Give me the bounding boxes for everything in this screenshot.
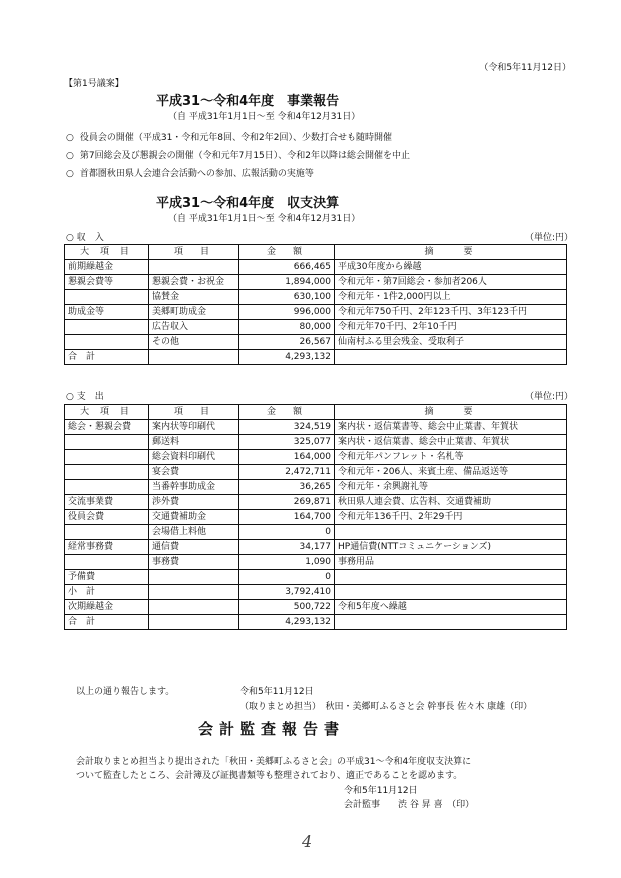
table-cell <box>65 290 149 305</box>
table-cell <box>149 600 239 615</box>
table-cell <box>335 350 567 365</box>
table-row <box>65 320 567 335</box>
income-header-row <box>65 245 567 260</box>
table-cell: 渉外費 <box>149 495 239 510</box>
table-cell <box>65 555 149 570</box>
table-cell: 総会・懇親会費 <box>65 420 149 435</box>
expense-label: ○ 支 出 <box>66 392 104 402</box>
report-period: （自 平成31年1月1日～至 令和4年12月31日） <box>168 112 361 122</box>
table-cell: 令和元年・第7回総会・参加者206人 <box>335 275 567 290</box>
income-label: ○ 収 入 <box>66 233 104 243</box>
document-date: （令和5年11月12日） <box>479 63 571 73</box>
table-cell <box>65 525 149 540</box>
table-cell: 役員会費 <box>65 510 149 525</box>
table-cell: 令和元年750千円、2年123千円、3年123千円 <box>335 305 567 320</box>
table-cell: 2,472,711 <box>239 465 335 480</box>
table-cell: 宴会費 <box>149 465 239 480</box>
table-cell: 小 計 <box>65 585 149 600</box>
table-cell: 懇親会費・お祝金 <box>149 275 239 290</box>
table-cell <box>149 585 239 600</box>
closing-date: 令和5年11月12日 <box>240 687 314 697</box>
table-cell <box>335 570 567 585</box>
table-row <box>65 335 567 350</box>
table-cell: 秋田県人連会費、広告料、交通費補助 <box>335 495 567 510</box>
report-item: ○ 首都圏秋田県人会連合会活動への参加、広報活動の実施等 <box>66 166 314 179</box>
table-row <box>65 290 567 305</box>
table-cell: 当番幹事助成金 <box>149 480 239 495</box>
table-cell: 美郷町助成金 <box>149 305 239 320</box>
table-cell: 平成30年度から繰越 <box>335 260 567 275</box>
income-header-cell: 大 項 目 <box>65 245 149 260</box>
table-cell: 仙南村ふる里会残金、受取利子 <box>335 335 567 350</box>
closing-statement: 以上の通り報告します。 <box>76 687 175 697</box>
table-cell <box>149 615 239 630</box>
table-cell: 郵送料 <box>149 435 239 450</box>
page-number: 4 <box>302 832 313 851</box>
budget-title: 平成31～令和4年度 収支決算 <box>156 196 340 211</box>
expense-unit: （単位:円） <box>524 392 573 402</box>
table-cell: 通信費 <box>149 540 239 555</box>
table-cell: 令和元年・206人、来賓土産、備品返送等 <box>335 465 567 480</box>
table-cell: 案内状等印刷代 <box>149 420 239 435</box>
table-cell: 令和元年・1件2,000円以上 <box>335 290 567 305</box>
table-cell <box>149 570 239 585</box>
table-cell: 会場借上料他 <box>149 525 239 540</box>
table-cell: 325,077 <box>239 435 335 450</box>
expense-header-row <box>65 405 567 420</box>
table-cell: 案内状・返信葉書、総会中止葉書、年賀状 <box>335 435 567 450</box>
expense-header-cell: 摘 要 <box>335 405 567 420</box>
table-cell: 合 計 <box>65 615 149 630</box>
table-cell: 次期繰越金 <box>65 600 149 615</box>
table-cell <box>149 350 239 365</box>
table-cell: 1,894,000 <box>239 275 335 290</box>
income-header-cell: 金 額 <box>239 245 335 260</box>
table-cell: 事務費 <box>149 555 239 570</box>
table-cell: 36,265 <box>239 480 335 495</box>
table-cell: 324,519 <box>239 420 335 435</box>
table-cell: 34,177 <box>239 540 335 555</box>
table-cell: 令和元年70千円、2年10千円 <box>335 320 567 335</box>
table-cell: 630,100 <box>239 290 335 305</box>
audit-title: 会計監査報告書 <box>198 720 346 738</box>
audit-text-line: 会計取りまとめ担当より提出された「秋田・美郷町ふるさと会」の平成31～令和4年度収支決算に <box>76 757 472 767</box>
table-cell <box>335 615 567 630</box>
expense-header-cell: 金 額 <box>239 405 335 420</box>
budget-period: （自 平成31年1月1日～至 令和4年12月31日） <box>168 214 361 224</box>
table-cell: 666,465 <box>239 260 335 275</box>
audit-signature: 会計監事 渋 谷 昇 喜 （印） <box>344 800 475 810</box>
table-cell: 交流事業費 <box>65 495 149 510</box>
expense-header-cell: 項 目 <box>149 405 239 420</box>
table-cell: 164,700 <box>239 510 335 525</box>
table-row <box>65 615 567 630</box>
report-item: ○ 役員会の開催（平成31・令和元年8回、令和2年2回）、少数打合せも随時開催 <box>66 130 392 143</box>
table-cell <box>65 320 149 335</box>
table-cell: 80,000 <box>239 320 335 335</box>
table-cell <box>65 435 149 450</box>
table-cell: その他 <box>149 335 239 350</box>
table-cell: 996,000 <box>239 305 335 320</box>
table-row <box>65 600 567 615</box>
agenda-label: 【第1号議案】 <box>64 79 124 89</box>
table-row <box>65 450 567 465</box>
table-row <box>65 465 567 480</box>
table-cell: 269,871 <box>239 495 335 510</box>
table-cell: 500,722 <box>239 600 335 615</box>
table-cell: 令和元年パンフレット・名札等 <box>335 450 567 465</box>
table-row <box>65 495 567 510</box>
table-cell <box>335 585 567 600</box>
table-cell: 令和元年136千円、2年29千円 <box>335 510 567 525</box>
table-cell: 協賛金 <box>149 290 239 305</box>
table-row <box>65 540 567 555</box>
table-cell: 令和5年度へ繰越 <box>335 600 567 615</box>
table-cell <box>65 335 149 350</box>
table-cell <box>149 260 239 275</box>
table-cell: 0 <box>239 570 335 585</box>
table-cell: 4,293,132 <box>239 350 335 365</box>
table-row <box>65 525 567 540</box>
report-item: ○ 第7回総会及び懇親会の開催（令和元年7月15日）、令和2年以降は総会開催を中止 <box>66 148 410 161</box>
table-row <box>65 585 567 600</box>
table-cell: 4,293,132 <box>239 615 335 630</box>
table-cell: 合 計 <box>65 350 149 365</box>
closing-reporter: （取りまとめ担当） 秋田・美郷町ふるさと会 幹事長 佐々木 康雄（印） <box>240 702 533 712</box>
table-cell: 助成金等 <box>65 305 149 320</box>
table-cell: 0 <box>239 525 335 540</box>
table-cell: 広告収入 <box>149 320 239 335</box>
report-title: 平成31～令和4年度 事業報告 <box>156 94 340 109</box>
table-cell <box>335 525 567 540</box>
audit-text-line: ついて監査したところ、会計簿及び証拠書類等も整理されており、適正であることを認めます。 <box>76 771 463 781</box>
table-cell: HP通信費(NTTコミュニケーションズ) <box>335 540 567 555</box>
table-row <box>65 350 567 365</box>
table-cell: 令和元年・余興謝礼等 <box>335 480 567 495</box>
table-row <box>65 275 567 290</box>
table-cell: 経常事務費 <box>65 540 149 555</box>
table-row <box>65 305 567 320</box>
table-row <box>65 260 567 275</box>
table-cell: 案内状・返信葉書等、総会中止葉書、年賀状 <box>335 420 567 435</box>
income-table <box>64 244 567 365</box>
table-cell: 164,000 <box>239 450 335 465</box>
table-row <box>65 420 567 435</box>
expense-header-cell: 大 項 目 <box>65 405 149 420</box>
table-row <box>65 510 567 525</box>
table-cell: 総会資料印刷代 <box>149 450 239 465</box>
audit-date: 令和5年11月12日 <box>344 786 418 796</box>
table-cell: 26,567 <box>239 335 335 350</box>
table-cell <box>65 465 149 480</box>
table-cell: 3,792,410 <box>239 585 335 600</box>
table-cell: 予備費 <box>65 570 149 585</box>
table-cell: 前期繰越金 <box>65 260 149 275</box>
table-cell: 1,090 <box>239 555 335 570</box>
table-cell: 事務用品 <box>335 555 567 570</box>
income-header-cell: 項 目 <box>149 245 239 260</box>
table-cell <box>65 480 149 495</box>
expense-table <box>64 404 567 630</box>
table-row <box>65 480 567 495</box>
table-cell: 懇親会費等 <box>65 275 149 290</box>
income-unit: （単位:円） <box>524 233 573 243</box>
table-row <box>65 435 567 450</box>
income-header-cell: 摘 要 <box>335 245 567 260</box>
table-row <box>65 555 567 570</box>
table-cell: 交通費補助金 <box>149 510 239 525</box>
table-cell <box>65 450 149 465</box>
table-row <box>65 570 567 585</box>
